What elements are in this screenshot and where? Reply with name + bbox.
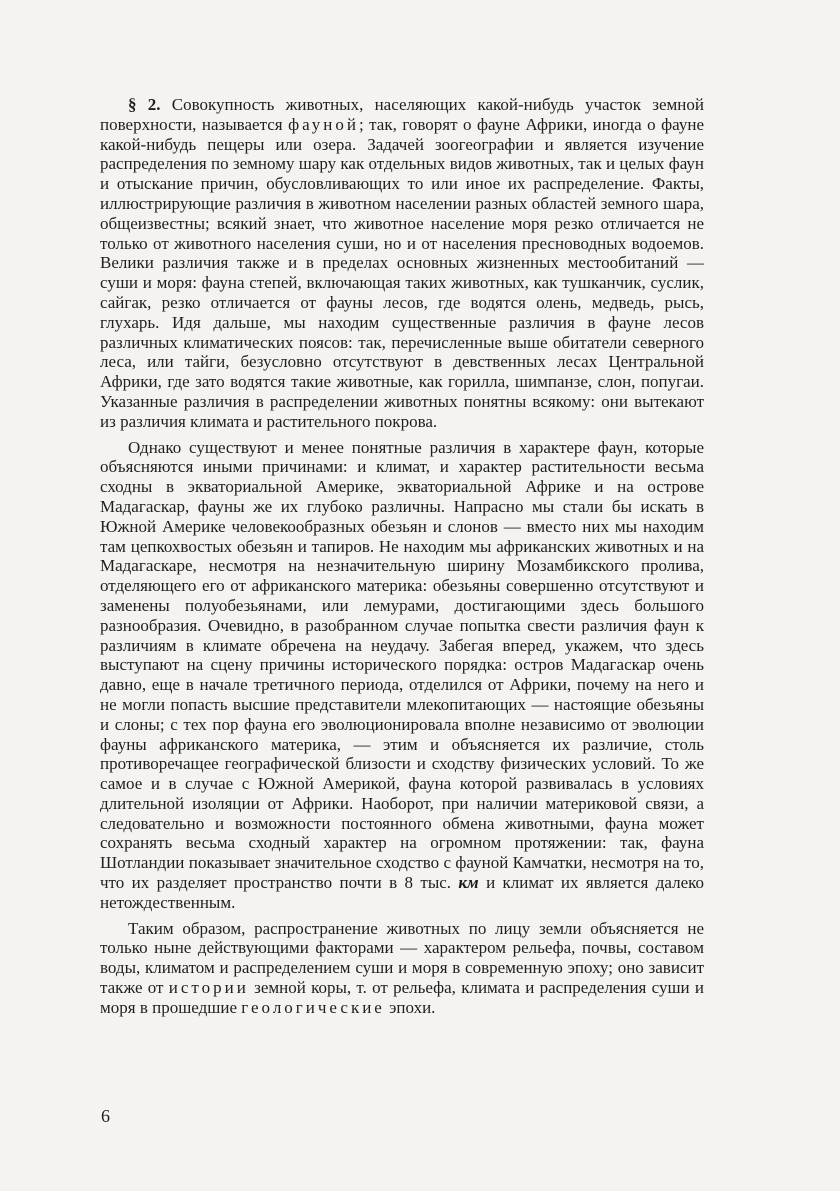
paragraph-3 (100, 919, 704, 1018)
paragraph-1-text-a: Совокупность животных, населяющих какой-нибудь участок земной поверхности, называется (100, 95, 705, 134)
paragraph-2-end: и климат их является далеко нетождественным. (100, 873, 705, 912)
page-number: 6 (101, 1106, 110, 1126)
term-geological: геологические (241, 997, 385, 1017)
unit-km: км (458, 873, 479, 893)
paragraph-3-text-a: Таким образом, распространение животных по лицу земли объясняется не только ныне действующими факторами — характером рельефа, почвы, составом воды, климатом и распределением суши и моря в современную эпоху; оно зависит также от (100, 918, 704, 998)
paragraph-1 (100, 95, 704, 432)
paragraph-1-text-c: ; так, говорят о фауне Африки, иногда о фауне какой-нибудь пещеры или озера. Задачей зоогеографии и является изучение распределения по земному шару как отдельных видов животных, так и целых фаун и отыскание причин, обусловливающих то или иное их распределение. Факты, иллюстрирующие различия в животном населении разных областей земного шара, общеизвестны; всякий знает, что животное население моря резко отличается не только от животного населения суши, но и от населения пресноводных водоемов. Велики различия также и в пределах основных жизненных местообитаний — суши и моря: фауна степей, включающая таких животных, как тушканчик, суслик, сайгак, резко отличается от фауны лесов, где водятся олень, медведь, рысь, глухарь. Идя дальше, мы находим существенные различия в фауне лесов различных климатических поясов: так, перечисленные выше обитатели северного леса, или тайги, безусловно отсутствуют в девственных лесах Центральной Африки, где зато водятся такие животные, как горилла, шимпанзе, слон, попугаи. Указанные различия в распределении животных понятны всякому: они вытекают из различия климата и растительного покрова. (100, 114, 705, 431)
paragraph-3-text-e: эпохи. (389, 997, 436, 1017)
term-fauna: фауной (288, 114, 359, 134)
paragraph-3-text-c: земной коры, т. от рельефа, климата и распределения суши и моря в прошедшие (100, 978, 705, 1017)
section-mark: § 2. (128, 95, 161, 114)
page-body (100, 95, 704, 1024)
paragraph-2 (100, 438, 704, 913)
paragraph-2-text: Однако существуют и менее понятные различия в характере фаун, которые объясняются иными причинами: и климат, и характер растительности весьма сходны в экваториальной Америке, экваториальной Африке и на острове Мадагаскар, фауны же их глубоко различны. Напрасно мы стали бы искать в Южной Америке человекообразных обезьян и слонов — вместо них мы находим там цепкохвостых обезьян и тапиров. Не находим мы африканских животных и на Мадагаскаре, несмотря на незначительную ширину Мозамбикского пролива, отделяющего его от африканского материка: обезьяны совершенно отсутствуют и заменены полуобезьянами, или лемурами, достигающими здесь большого разнообразия. Очевидно, в разобранном случае попытка свести различия фаун к различиям в климате обречена на неудачу. Забегая вперед, укажем, что здесь выступают на сцену причины исторического порядка: остров Мадагаскар очень давно, еще в начале третичного периода, отделился от Африки, почему на него и не могли попасть высшие представители млекопитающих — настоящие обезьяны и слоны; с тех пор фауна его эволюционировала вполне независимо от эволюции фауны африканского материка, — этим и объясняется их различие, столь противоречащее географической близости и сходству физических условий. То же самое и в случае с Южной Америкой, фауна которой развивалась в условиях длительной изоляции от Африки. Наоборот, при наличии материковой связи, а следовательно и возможности постоянного обмена животными, фауна может сохранять весьма сходный характер на огромном протяжении: так, фауна Шотландии показывает значительное сходство с фауной Камчатки, несмотря на то, что их разделяет пространство почти в 8 тыс. (100, 437, 704, 893)
term-history: истории (168, 978, 249, 998)
